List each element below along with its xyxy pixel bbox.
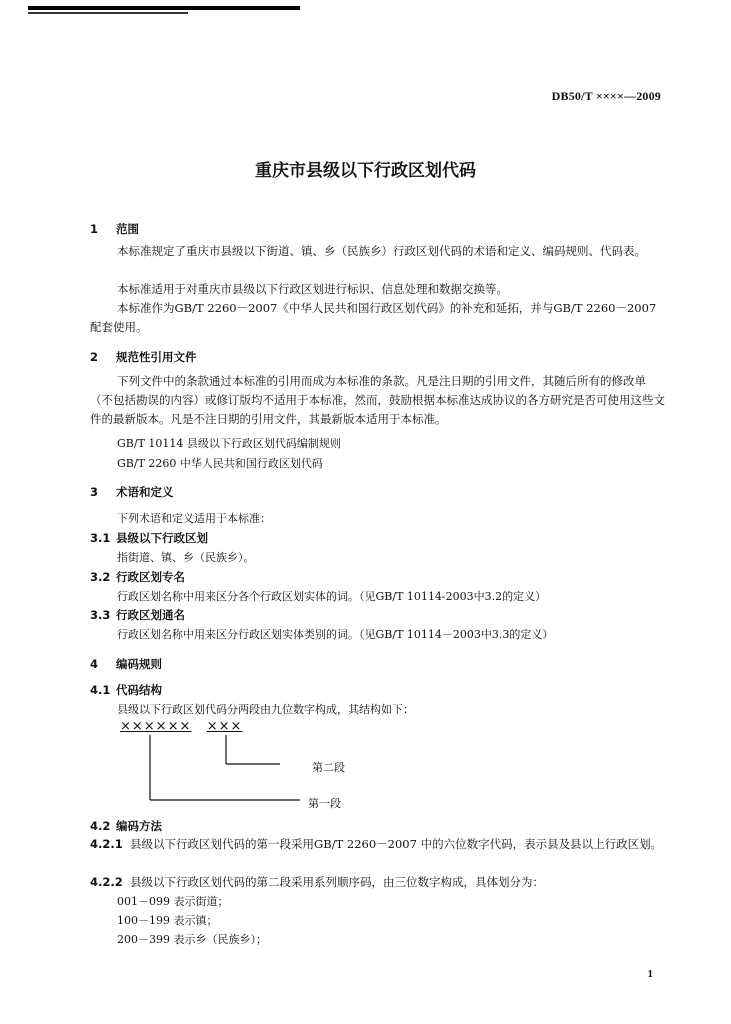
range-item: 200－399 表示乡（民族乡）； — [117, 933, 267, 946]
reference-item: GB/T 2260 中华人民共和国行政区划代码 — [117, 457, 323, 470]
term-number: 3.1 — [90, 531, 111, 545]
term-definition: 行政区划名称中用来区分行政区划实体类别的词。（见GB/T 10114－2003中3.3的定义） — [117, 628, 554, 641]
subsection-title: 编码方法 — [116, 819, 162, 833]
term-title: 行政区划通名 — [116, 608, 185, 622]
term-number: 3.3 — [90, 608, 111, 622]
paragraph: 本标准作为GB/T 2260－2007《中华人民共和国行政区划代码》的补充和延拓，并与GB/T 2260－2007配套使用。 — [90, 301, 657, 334]
page-number: 1 — [647, 968, 653, 980]
code-structure-diagram — [120, 735, 310, 805]
subsection-4-1-heading — [90, 682, 162, 698]
section-1-heading — [90, 221, 139, 237]
section-title: 术语和定义 — [116, 485, 174, 499]
clause-4-2-2 — [90, 873, 665, 892]
paragraph: 本标准规定了重庆市县级以下街道、镇、乡（民族乡）行政区划代码的术语和定义、编码规则、代码表。 — [117, 244, 646, 258]
section-number: 1 — [90, 222, 99, 236]
code-segment-2-marks: ××× — [206, 719, 243, 734]
section-3-heading — [90, 484, 174, 500]
term-title: 县级以下行政区划 — [116, 531, 208, 545]
section-number: 2 — [90, 350, 99, 364]
standard-code: DB50/T ××××—2009 — [551, 89, 661, 103]
section-title: 规范性引用文件 — [116, 350, 197, 364]
scan-artifact-bar — [28, 6, 300, 10]
range-item: 001－099 表示街道； — [117, 895, 229, 908]
subsection-title: 代码结构 — [116, 683, 162, 697]
term-number: 3.2 — [90, 570, 111, 584]
paragraph: 下列文件中的条款通过本标准的引用而成为本标准的条款。凡是注日期的引用文件，其随后所有的修改单（不包括勘误的内容）或修订版均不适用于本标准，然而，鼓励根据本标准达成协议的各方研究是否可使用这些文件的最新版本。凡是不注日期的引用文件，其最新版本适用于本标准。 — [90, 374, 665, 426]
section-4-heading — [90, 656, 162, 672]
clause-4-2-1 — [90, 835, 665, 854]
range-item: 100－199 表示镇； — [117, 914, 218, 927]
paragraph: 县级以下行政区划代码分两段由九位数字构成，其结构如下： — [117, 703, 414, 716]
subsection-number: 4.1 — [90, 683, 111, 697]
segment-1-label: 第一段 — [308, 797, 341, 810]
clause-text: 县级以下行政区划代码的第二段采用系列顺序码，由三位数字构成，具体划分为： — [130, 875, 545, 889]
segment-2-label: 第二段 — [312, 761, 345, 774]
reference-item: GB/T 10114 县级以下行政区划代码编制规则 — [117, 437, 341, 450]
section-title: 编码规则 — [116, 657, 162, 671]
term-title: 行政区划专名 — [116, 570, 185, 584]
paragraph: 本标准适用于对重庆市县级以下行政区划进行标识、信息处理和数据交换等。 — [117, 282, 508, 296]
subsection-number: 4.2 — [90, 819, 111, 833]
clause-text: 县级以下行政区划代码的第一段采用GB/T 2260－2007 中的六位数字代码，表示县及县以上行政区划。 — [130, 837, 663, 851]
subsection-4-2-heading — [90, 818, 162, 834]
section-2-heading — [90, 349, 197, 365]
clause-number: 4.2.1 — [90, 837, 123, 851]
code-segment-1-marks: ×××××× — [120, 719, 192, 734]
paragraph: 下列术语和定义适用于本标准： — [117, 512, 271, 525]
term-definition: 指街道、镇、乡（民族乡）。 — [117, 551, 255, 564]
section-number: 3 — [90, 485, 99, 499]
term-definition: 行政区划名称中用来区分各个行政区划实体的词。（见GB/T 10114-2003中3.2的定义） — [117, 590, 547, 603]
term-3-3-heading — [90, 607, 185, 623]
clause-number: 4.2.2 — [90, 875, 123, 889]
scan-artifact-bar — [28, 12, 188, 14]
section-number: 4 — [90, 657, 99, 671]
code-structure-marks — [120, 719, 242, 734]
term-3-1-heading — [90, 530, 208, 546]
document-title: 重庆市县级以下行政区划代码 — [255, 161, 476, 181]
section-title: 范围 — [116, 222, 139, 236]
term-3-2-heading — [90, 569, 185, 585]
